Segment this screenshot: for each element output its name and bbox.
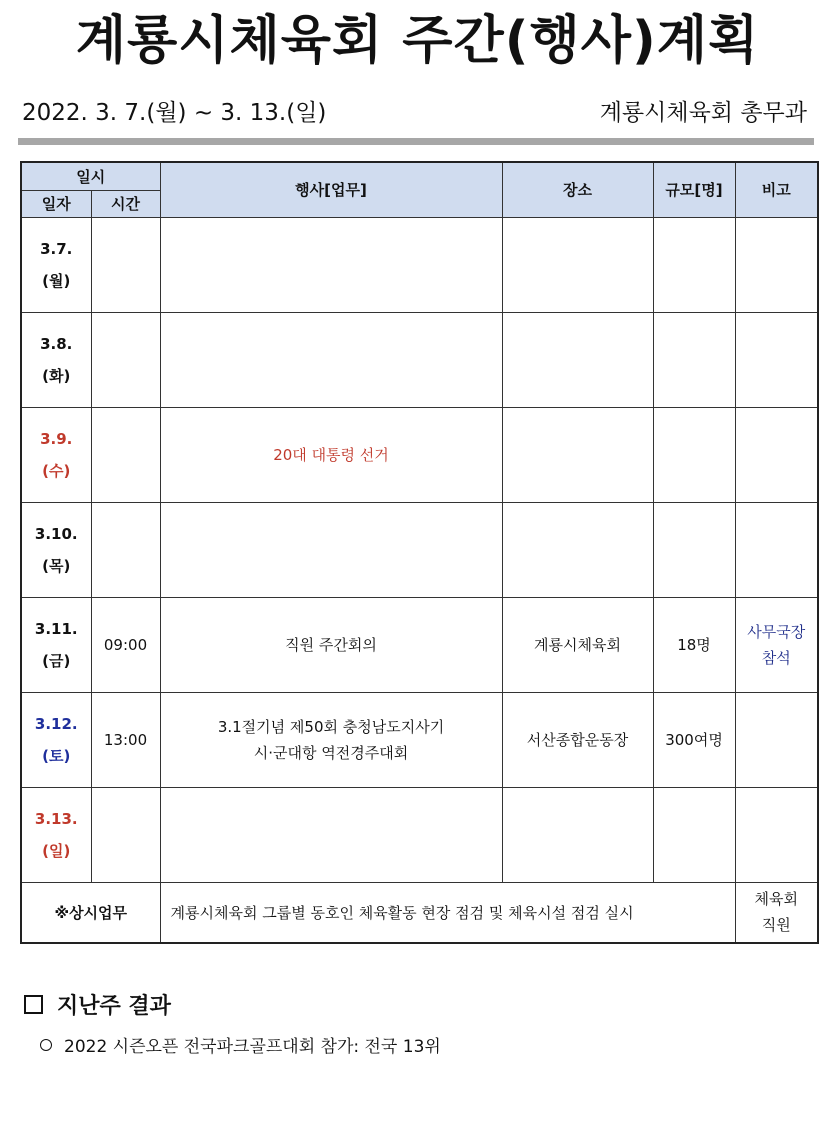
place-cell bbox=[502, 787, 653, 882]
circle-outline-icon bbox=[40, 1039, 52, 1051]
date-cell: 3.8. (화) bbox=[21, 312, 91, 407]
place-cell bbox=[502, 502, 653, 597]
header-sigan: 시간 bbox=[91, 190, 160, 217]
scale-cell: 18명 bbox=[653, 597, 735, 692]
place-cell: 계룡시체육회 bbox=[502, 597, 653, 692]
place-cell: 서산종합운동장 bbox=[502, 692, 653, 787]
scale-cell bbox=[653, 407, 735, 502]
event-cell: 20대 대통령 선거 bbox=[160, 407, 502, 502]
scale-cell: 300여명 bbox=[653, 692, 735, 787]
last-week-heading: 지난주 결과 bbox=[24, 992, 171, 1022]
table-row bbox=[21, 787, 818, 882]
place-cell bbox=[502, 407, 653, 502]
regular-duty-row bbox=[21, 882, 818, 943]
page-title: 계룡시체육회 주간(행사)계획 bbox=[75, 11, 760, 71]
scale-cell bbox=[653, 502, 735, 597]
note-cell bbox=[735, 502, 818, 597]
place-cell bbox=[502, 312, 653, 407]
time-cell: 13:00 bbox=[91, 692, 160, 787]
event-cell bbox=[160, 787, 502, 882]
event-cell bbox=[160, 502, 502, 597]
note-cell bbox=[735, 312, 818, 407]
table-row bbox=[21, 502, 818, 597]
place-cell bbox=[502, 217, 653, 312]
header-place: 장소 bbox=[502, 162, 653, 217]
note-cell bbox=[735, 692, 818, 787]
department-name: 계룡시체육회 총무과 bbox=[599, 100, 807, 126]
header-ilja: 일자 bbox=[21, 190, 91, 217]
scale-cell bbox=[653, 787, 735, 882]
date-cell: 3.11. (금) bbox=[21, 597, 91, 692]
event-cell bbox=[160, 312, 502, 407]
time-cell bbox=[91, 217, 160, 312]
header-ilsi: 일시 bbox=[21, 162, 160, 190]
note-cell: 사무국장 참석 bbox=[735, 597, 818, 692]
header-scale: 규모[명] bbox=[653, 162, 735, 217]
time-cell bbox=[91, 312, 160, 407]
table-row bbox=[21, 407, 818, 502]
time-cell bbox=[91, 407, 160, 502]
header-divider bbox=[18, 138, 814, 145]
date-cell: 3.7. (월) bbox=[21, 217, 91, 312]
date-cell: 3.13. (일) bbox=[21, 787, 91, 882]
time-cell bbox=[91, 502, 160, 597]
square-outline-icon bbox=[24, 995, 43, 1014]
table-row bbox=[21, 597, 818, 692]
regular-duty-note: 체육회 직원 bbox=[735, 882, 818, 943]
table-header-row bbox=[21, 162, 818, 190]
event-cell: 직원 주간회의 bbox=[160, 597, 502, 692]
note-cell bbox=[735, 787, 818, 882]
time-cell bbox=[91, 787, 160, 882]
header-note: 비고 bbox=[735, 162, 818, 217]
last-week-item: 2022 시즌오픈 전국파크골프대회 참가: 전국 13위 bbox=[40, 1034, 441, 1060]
regular-duty-text: 계룡시체육회 그룹별 동호인 체육활동 현장 점검 및 체육시설 점검 실시 bbox=[160, 882, 735, 943]
table-row bbox=[21, 217, 818, 312]
event-cell: 3.1절기념 제50회 충청남도지사기 시·군대항 역전경주대회 bbox=[160, 692, 502, 787]
table-row bbox=[21, 692, 818, 787]
regular-duty-label: ※상시업무 bbox=[21, 882, 160, 943]
date-cell: 3.12. (토) bbox=[21, 692, 91, 787]
scale-cell bbox=[653, 312, 735, 407]
scale-cell bbox=[653, 217, 735, 312]
event-cell bbox=[160, 217, 502, 312]
note-cell bbox=[735, 217, 818, 312]
note-cell bbox=[735, 407, 818, 502]
time-cell: 09:00 bbox=[91, 597, 160, 692]
table-row bbox=[21, 312, 818, 407]
header-event: 행사[업무] bbox=[160, 162, 502, 217]
weekly-plan-table bbox=[20, 161, 819, 944]
date-cell: 3.10. (목) bbox=[21, 502, 91, 597]
week-period: 2022. 3. 7.(월) ~ 3. 13.(일) bbox=[22, 100, 327, 126]
date-cell: 3.9. (수) bbox=[21, 407, 91, 502]
